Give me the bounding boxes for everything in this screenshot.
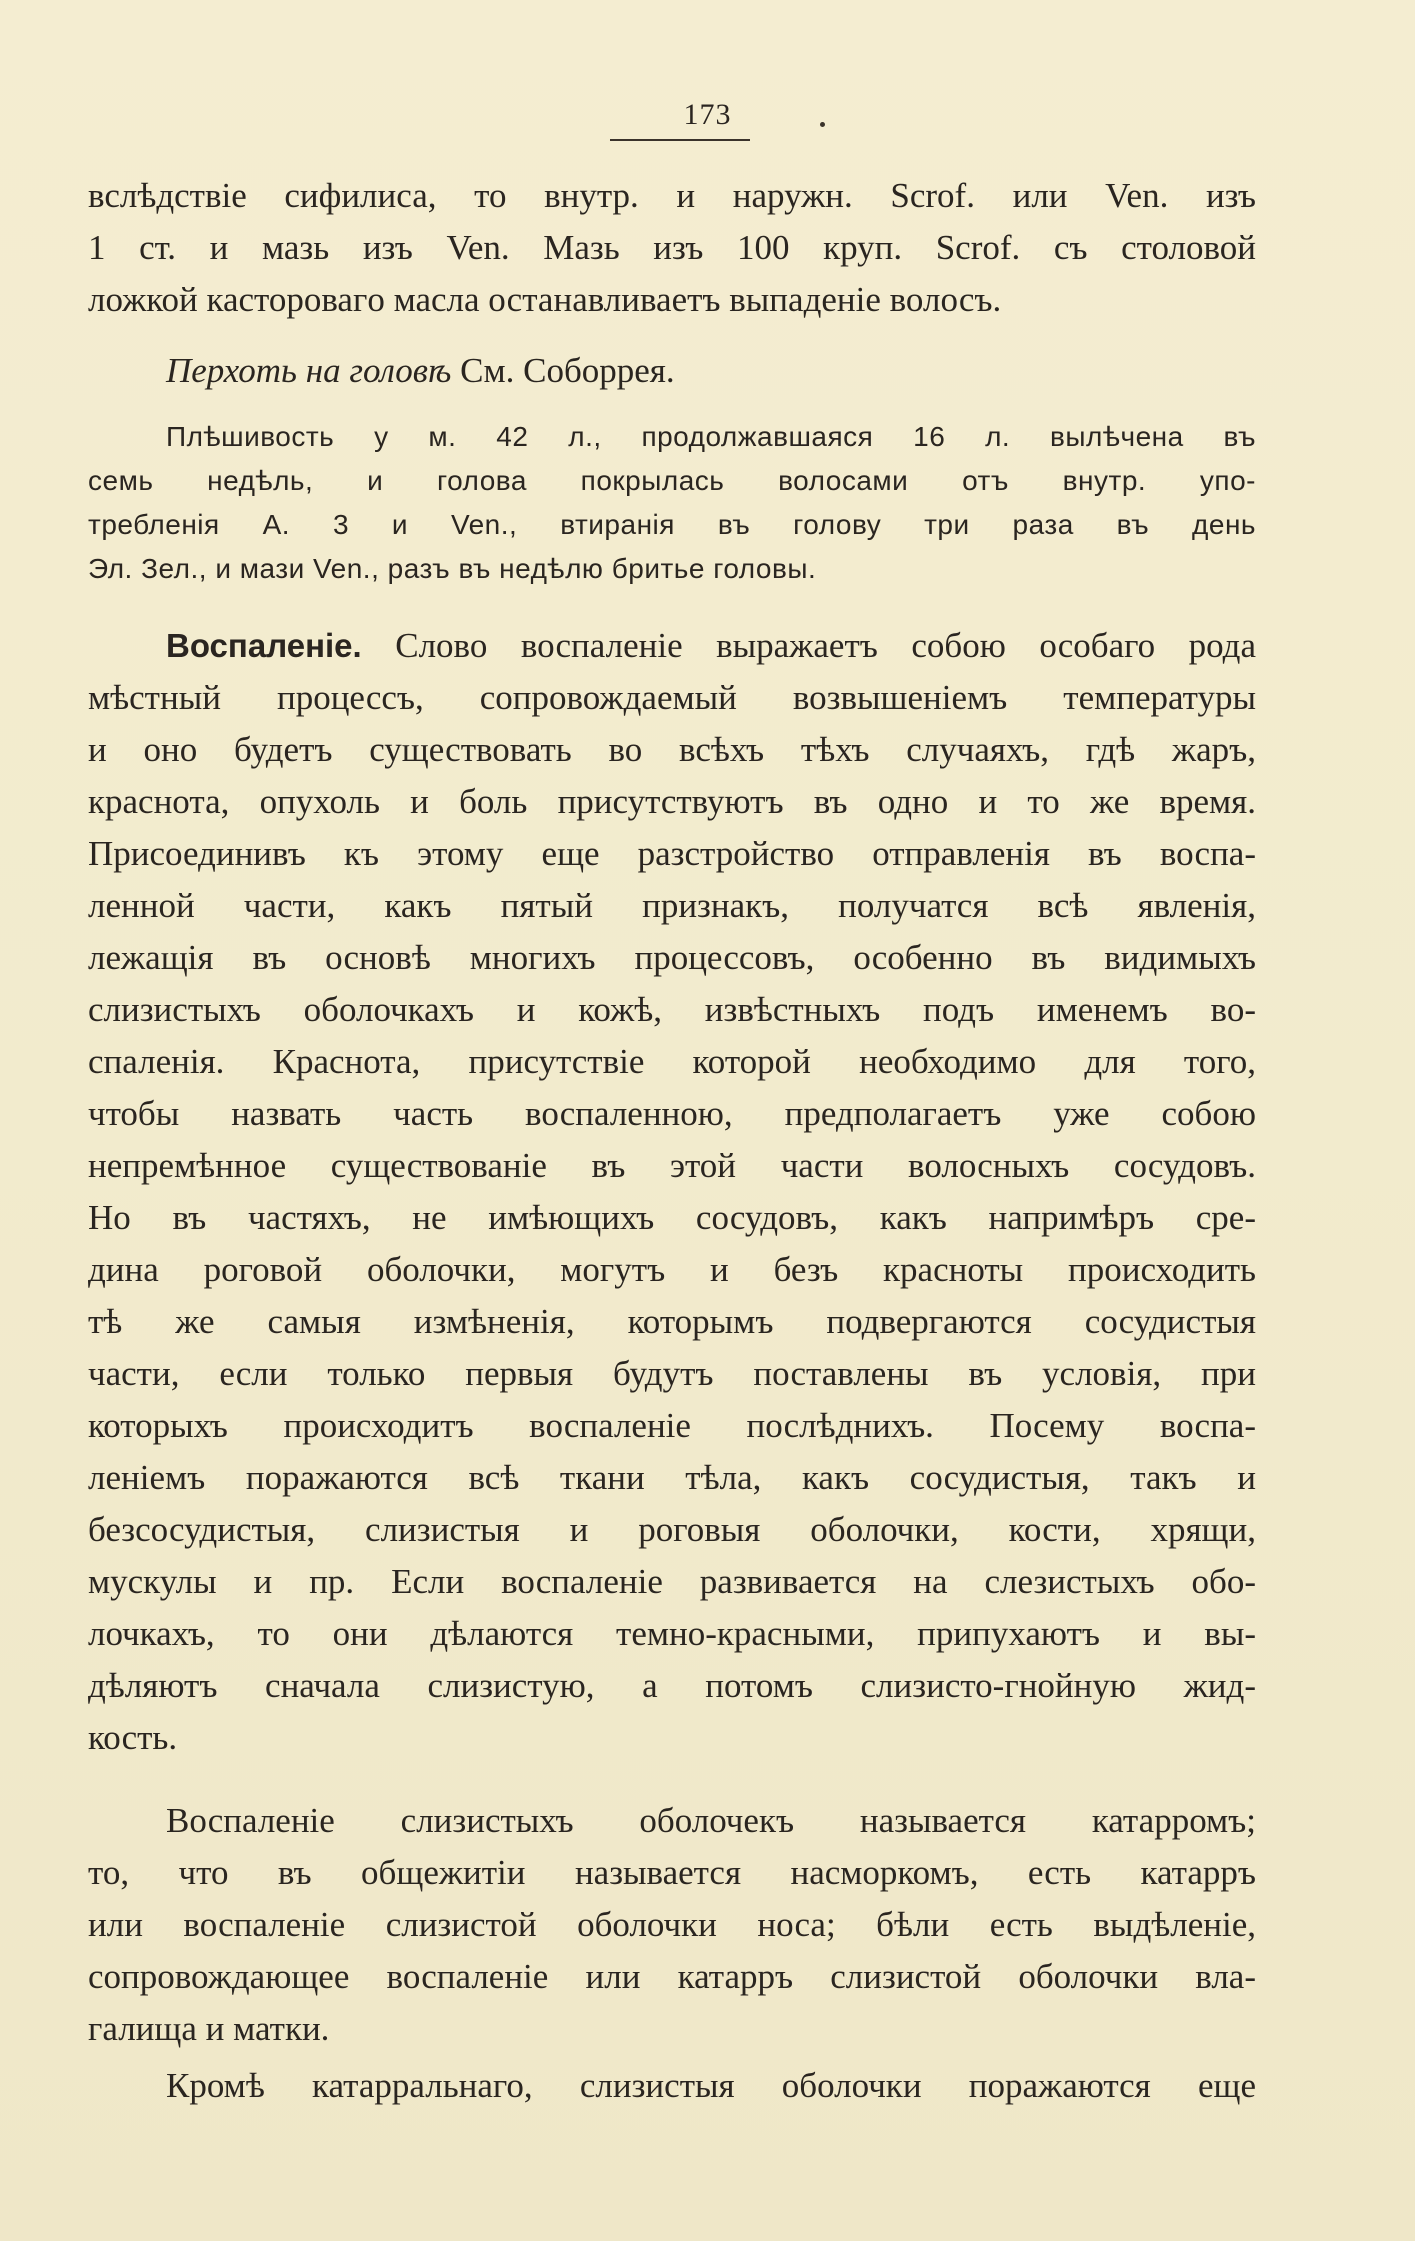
text-line: тѣ же самыя измѣненія, которымъ подвергаются сосудистыя <box>88 1302 1256 1341</box>
page-number-rule <box>610 139 750 141</box>
text-line: части, если только первыя будутъ поставлены въ условія, при <box>88 1354 1256 1393</box>
paragraph-hair-loss <box>88 170 1256 326</box>
text-line: непремѣнное существованіе въ этой части волосныхъ сосудовъ. <box>88 1146 1256 1185</box>
paragraph-dandruff <box>88 345 1256 397</box>
text-line: ленной части, какъ пятый признакъ, получатся всѣ явленія, <box>88 886 1256 925</box>
text-line: которыхъ происходитъ воспаленіе послѣднихъ. Посему воспа- <box>88 1406 1256 1445</box>
section-inflammation <box>88 620 1256 1764</box>
text-line: Воспаленіе слизистыхъ оболочекъ называется катарромъ; <box>166 1801 1256 1840</box>
cross-reference: См. Соборрея. <box>460 351 675 390</box>
section-heading: Воспаленіе. <box>166 627 362 664</box>
page-number: 173 <box>683 98 732 131</box>
text-line: мѣстный процессъ, сопровождаемый возвышеніемъ температуры <box>88 678 1256 717</box>
text-line: Присоединивъ къ этому еще разстройство отправленія въ воспа- <box>88 834 1256 873</box>
text-line: сопровождающее воспаленіе или катарръ слизистой оболочки вла- <box>88 1957 1256 1996</box>
ink-speck <box>820 122 825 127</box>
text-line: и оно будетъ существовать во всѣхъ тѣхъ случаяхъ, гдѣ жаръ, <box>88 730 1256 769</box>
text-line: слизистыхъ оболочкахъ и кожѣ, извѣстныхъ подъ именемъ во- <box>88 990 1256 1029</box>
text-line: вслѣдствіе сифилиса, то внутр. и наружн. Scrof. или Ven. изъ <box>88 176 1256 215</box>
text-line: леніемъ поражаются всѣ ткани тѣла, какъ сосудистыя, такъ и <box>88 1458 1256 1497</box>
text-line: семь недѣль, и голова покрылась волосами отъ внутр. упо- <box>88 465 1256 496</box>
text-line: ложкой касторовагo масла останавливаетъ выпаденіе волосъ. <box>88 280 1002 319</box>
text-line: дѣляютъ сначала слизистую, а потомъ слизисто-гнойную жид- <box>88 1666 1256 1705</box>
text-line: безсосудистыя, слизистыя и роговыя оболочки, кости, хрящи, <box>88 1510 1256 1549</box>
text-line: мускулы и пр. Если воспаленіе развивается на слезистыхъ обо- <box>88 1562 1256 1601</box>
text-line: 1 ст. и мазь изъ Ven. Мазь изъ 100 круп. Scrof. съ столовой <box>88 228 1256 267</box>
text-line: дина роговой оболочки, могутъ и безъ красноты происходить <box>88 1250 1256 1289</box>
paragraph-continuation <box>88 2060 1256 2112</box>
text-line <box>88 620 1256 672</box>
heading-continuation: Слово воспаленіе выражаетъ собою особаго рода <box>395 626 1256 665</box>
text-line: требленія А. 3 и Ven., втиранія въ голову три раза въ день <box>88 509 1256 540</box>
text-line: галища и матки. <box>88 2009 330 2048</box>
text-line: чтобы назвать часть воспаленною, предполагаетъ уже собою <box>88 1094 1256 1133</box>
text-line: Кромѣ катарральнаго, слизистыя оболочки поражаются еще <box>166 2066 1256 2105</box>
paragraph-catarrh <box>88 1795 1256 2055</box>
text-line: то, что въ общежитіи называется насморкомъ, есть катарръ <box>88 1853 1256 1892</box>
text-line: Плѣшивость у м. 42 л., продолжавшаяся 16 л. вылѣчена въ <box>166 421 1256 452</box>
text-line: Но въ частяхъ, не имѣющихъ сосудовъ, какъ напримѣръ сре- <box>88 1198 1256 1237</box>
text-line: лежащія въ основѣ многихъ процессовъ, особенно въ видимыхъ <box>88 938 1256 977</box>
text-line <box>88 345 1256 397</box>
case-note-baldness <box>88 415 1256 591</box>
text-line: Эл. Зел., и мази Ven., разъ въ недѣлю бритье головы. <box>88 553 817 584</box>
term-dandruff: Перхоть на головѣ <box>166 351 452 390</box>
text-line: кость. <box>88 1718 178 1757</box>
text-line: или воспаленіе слизистой оболочки носа; бѣли есть выдѣленіе, <box>88 1905 1256 1944</box>
text-line: спаленія. Краснота, присутствіе которой необходимо для того, <box>88 1042 1256 1081</box>
text-line: краснота, опухоль и боль присутствуютъ въ одно и то же время. <box>88 782 1256 821</box>
text-line: лочкахъ, то они дѣлаются темно-красными, припухаютъ и вы- <box>88 1614 1256 1653</box>
